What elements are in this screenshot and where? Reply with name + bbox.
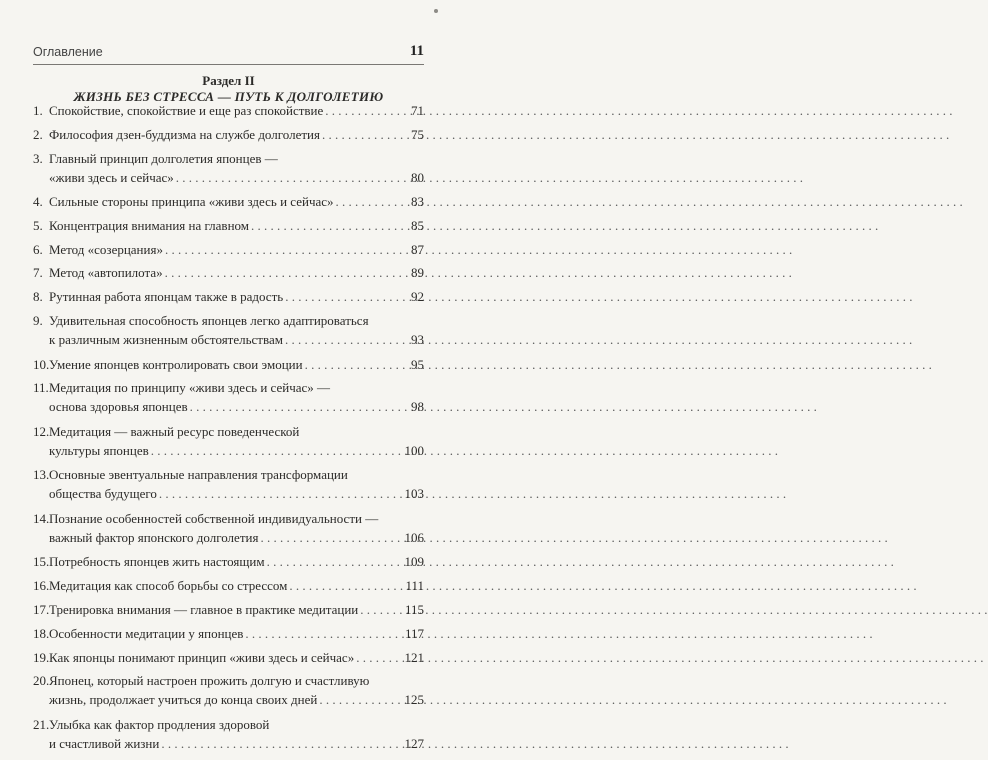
toc-entry-line (33, 218, 424, 233)
toc-dot-leader (289, 578, 403, 593)
section-heading (0, 73, 457, 105)
toc-entry-number: 1. (33, 103, 43, 118)
toc-entry[interactable] (33, 194, 424, 209)
toc-entry[interactable] (33, 242, 424, 257)
toc-entry-page: 87 (411, 241, 424, 257)
toc-entry-page: 71 (411, 103, 424, 118)
toc-entry-title: Главный принцип долголетия японцев — (49, 150, 278, 166)
toc-dot-leader (151, 443, 403, 458)
toc-entry-line (33, 673, 424, 688)
toc-entry-title: общества будущего (49, 486, 157, 502)
toc-entry-line (33, 151, 424, 166)
toc-dot-leader (325, 103, 409, 118)
toc-entry-line (33, 511, 424, 526)
toc-entry-page: 121 (404, 649, 424, 665)
toc-dot-leader (190, 399, 409, 414)
toc-entry[interactable] (33, 578, 424, 593)
toc-entry-page: 92 (411, 289, 424, 305)
toc-dot-leader (165, 265, 409, 280)
toc-dot-leader (260, 530, 402, 545)
table-of-contents (33, 103, 424, 760)
toc-entry-number: 7. (33, 265, 43, 281)
toc-entry-title: Метод «созерцания» (49, 241, 163, 257)
toc-entry-line (33, 650, 424, 665)
toc-entry-page: 85 (411, 217, 424, 233)
toc-dot-leader (356, 650, 402, 665)
toc-entry-title: Философия дзен-буддизма на службе долголетия (49, 126, 320, 142)
toc-dot-leader (285, 332, 409, 347)
toc-entry-title: и счастливой жизни (49, 735, 160, 751)
toc-entry-page: 115 (404, 601, 424, 617)
toc-entry[interactable] (33, 313, 424, 347)
toc-entry-line (33, 242, 424, 257)
toc-entry-line (33, 332, 424, 347)
toc-entry-number: 10. (33, 356, 50, 372)
page-header (33, 40, 424, 62)
toc-entry-title: Метод «автопилота» (49, 265, 163, 281)
toc-dot-leader (159, 486, 403, 501)
toc-entry-line (33, 736, 424, 751)
toc-entry[interactable] (33, 265, 424, 280)
toc-entry[interactable] (33, 127, 424, 142)
toc-dot-leader (285, 289, 409, 304)
toc-entry-line (33, 467, 424, 482)
toc-entry-page: 106 (404, 529, 424, 545)
toc-entry-title: Основные эвентуальные направления трансформации (49, 467, 348, 483)
toc-entry-line (33, 626, 424, 641)
section-title: ЖИЗНЬ БЕЗ СТРЕССА — ПУТЬ К ДОЛГОЛЕТИЮ (73, 89, 384, 104)
toc-entry-page: 83 (411, 194, 424, 210)
toc-entry-number: 17. (33, 601, 50, 617)
toc-entry-page: 117 (404, 625, 424, 641)
toc-entry-page: 100 (404, 442, 424, 458)
toc-entry[interactable] (33, 289, 424, 304)
toc-entry-line (33, 194, 424, 209)
toc-entry-number: 3. (33, 150, 43, 166)
toc-entry-page: 103 (404, 486, 424, 502)
toc-entry-line (33, 127, 424, 142)
toc-entry-line (33, 692, 424, 707)
toc-entry-number: 20. (33, 673, 50, 689)
toc-entry-page: 75 (411, 126, 424, 142)
toc-entry-line (33, 486, 424, 501)
section-label: Раздел II (202, 73, 255, 88)
toc-dot-leader (165, 242, 409, 257)
toc-entry-number: 9. (33, 313, 43, 329)
toc-entry[interactable] (33, 218, 424, 233)
toc-entry-page: 125 (404, 692, 424, 708)
toc-entry-title: важный фактор японского долголетия (49, 529, 259, 545)
toc-entry-number: 6. (33, 241, 43, 257)
toc-entry-title: Как японцы понимают принцип «живи здесь и сейчас» (49, 649, 355, 665)
toc-entry-title: Рутинная работа японцам также в радость (49, 289, 284, 305)
toc-entry-number: 18. (33, 625, 50, 641)
toc-dot-leader (267, 554, 403, 569)
toc-entry[interactable] (33, 626, 424, 641)
toc-entry-page: 80 (411, 169, 424, 185)
toc-entry-line (33, 357, 424, 372)
toc-entry-line (33, 289, 424, 304)
toc-entry-line (33, 717, 424, 732)
toc-entry-page: 95 (411, 356, 424, 372)
toc-dot-leader (305, 357, 409, 372)
toc-entry-number: 16. (33, 578, 50, 594)
toc-entry-title: Медитация как способ борьбы со стрессом (49, 578, 288, 594)
toc-entry-number: 5. (33, 217, 43, 233)
toc-entry[interactable] (33, 673, 424, 707)
toc-entry-number: 8. (33, 289, 43, 305)
toc-entry-page: 98 (411, 399, 424, 415)
toc-entry-title: к различным жизненным обстоятельствам (49, 332, 283, 348)
toc-entry-page: 89 (411, 265, 424, 281)
toc-entry-page: 93 (411, 332, 424, 348)
toc-dot-leader (251, 218, 409, 233)
toc-entry-line (33, 424, 424, 439)
toc-entry-title: Улыбка как фактор продления здоровой (49, 716, 270, 732)
toc-entry-title: Умение японцев контролировать свои эмоции (49, 356, 303, 372)
toc-entry-line (33, 399, 424, 414)
toc-entry-page: 111 (405, 578, 424, 594)
toc-entry-number: 11. (33, 380, 49, 396)
toc-entry[interactable] (33, 380, 424, 414)
toc-dot-leader (245, 626, 403, 641)
toc-dot-leader (319, 692, 402, 707)
toc-entry-title: «живи здесь и сейчас» (49, 169, 174, 185)
toc-dot-leader (322, 127, 409, 142)
toc-entry-number: 19. (33, 649, 50, 665)
toc-entry-line (33, 380, 424, 395)
page-corner-mark (434, 9, 438, 13)
page-number: 11 (409, 43, 424, 59)
toc-entry-title: основа здоровья японцев (49, 399, 188, 415)
toc-entry[interactable] (33, 424, 424, 458)
toc-entry-line (33, 103, 424, 118)
toc-entry-page: 127 (404, 735, 424, 751)
toc-entry-line (33, 578, 424, 593)
toc-entry[interactable] (33, 103, 424, 118)
toc-entry-title: Тренировка внимания — главное в практике медитации (49, 601, 359, 617)
toc-entry-number: 12. (33, 423, 50, 439)
toc-entry[interactable] (33, 717, 424, 751)
toc-entry-line (33, 443, 424, 458)
toc-entry-number: 4. (33, 194, 43, 210)
toc-entry-line (33, 554, 424, 569)
toc-entry[interactable] (33, 151, 424, 185)
toc-dot-leader (360, 602, 403, 617)
toc-dot-leader (336, 194, 409, 209)
toc-entry[interactable] (33, 602, 424, 617)
toc-entry-title: Спокойствие, спокойствие и еще раз спокойствие (49, 103, 324, 118)
toc-entry-number: 15. (33, 554, 50, 570)
toc-entry-line (33, 602, 424, 617)
toc-entry[interactable] (33, 467, 424, 501)
header-rule (33, 64, 424, 65)
toc-entry[interactable] (33, 357, 424, 372)
toc-entry-line (33, 265, 424, 280)
toc-entry-line (33, 530, 424, 545)
toc-entry-title: жизнь, продолжает учиться до конца своих дней (49, 692, 318, 708)
toc-entry-title: культуры японцев (49, 442, 149, 458)
toc-dot-leader (161, 736, 402, 751)
toc-entry[interactable] (33, 554, 424, 569)
toc-entry-title: Потребность японцев жить настоящим (49, 554, 265, 570)
toc-entry-title: Познание особенностей собственной индивидуальности — (49, 510, 379, 526)
running-title: Оглавление (33, 45, 103, 59)
toc-entry-title: Сильные стороны принципа «живи здесь и сейчас» (49, 194, 334, 210)
toc-entry-number: 13. (33, 467, 50, 483)
toc-entry-title: Медитация — важный ресурс поведенческой (49, 423, 300, 439)
toc-entry-line (33, 313, 424, 328)
toc-entry-title: Медитация по принципу «живи здесь и сейчас» — (49, 380, 331, 396)
toc-entry-title: Особенности медитации у японцев (49, 625, 244, 641)
toc-entry-title: Удивительная способность японцев легко адаптироваться (49, 313, 369, 329)
toc-entry-line (33, 170, 424, 185)
toc-entry-number: 14. (33, 510, 50, 526)
toc-entry-title: Японец, который настроен прожить долгую и счастливую (49, 673, 370, 689)
toc-entry[interactable] (33, 511, 424, 545)
toc-entry-number: 21. (33, 716, 50, 732)
toc-entry-number: 2. (33, 126, 43, 142)
toc-entry-title: Концентрация внимания на главном (49, 217, 250, 233)
toc-dot-leader (176, 170, 409, 185)
toc-entry-page: 109 (404, 554, 424, 570)
toc-entry[interactable] (33, 650, 424, 665)
